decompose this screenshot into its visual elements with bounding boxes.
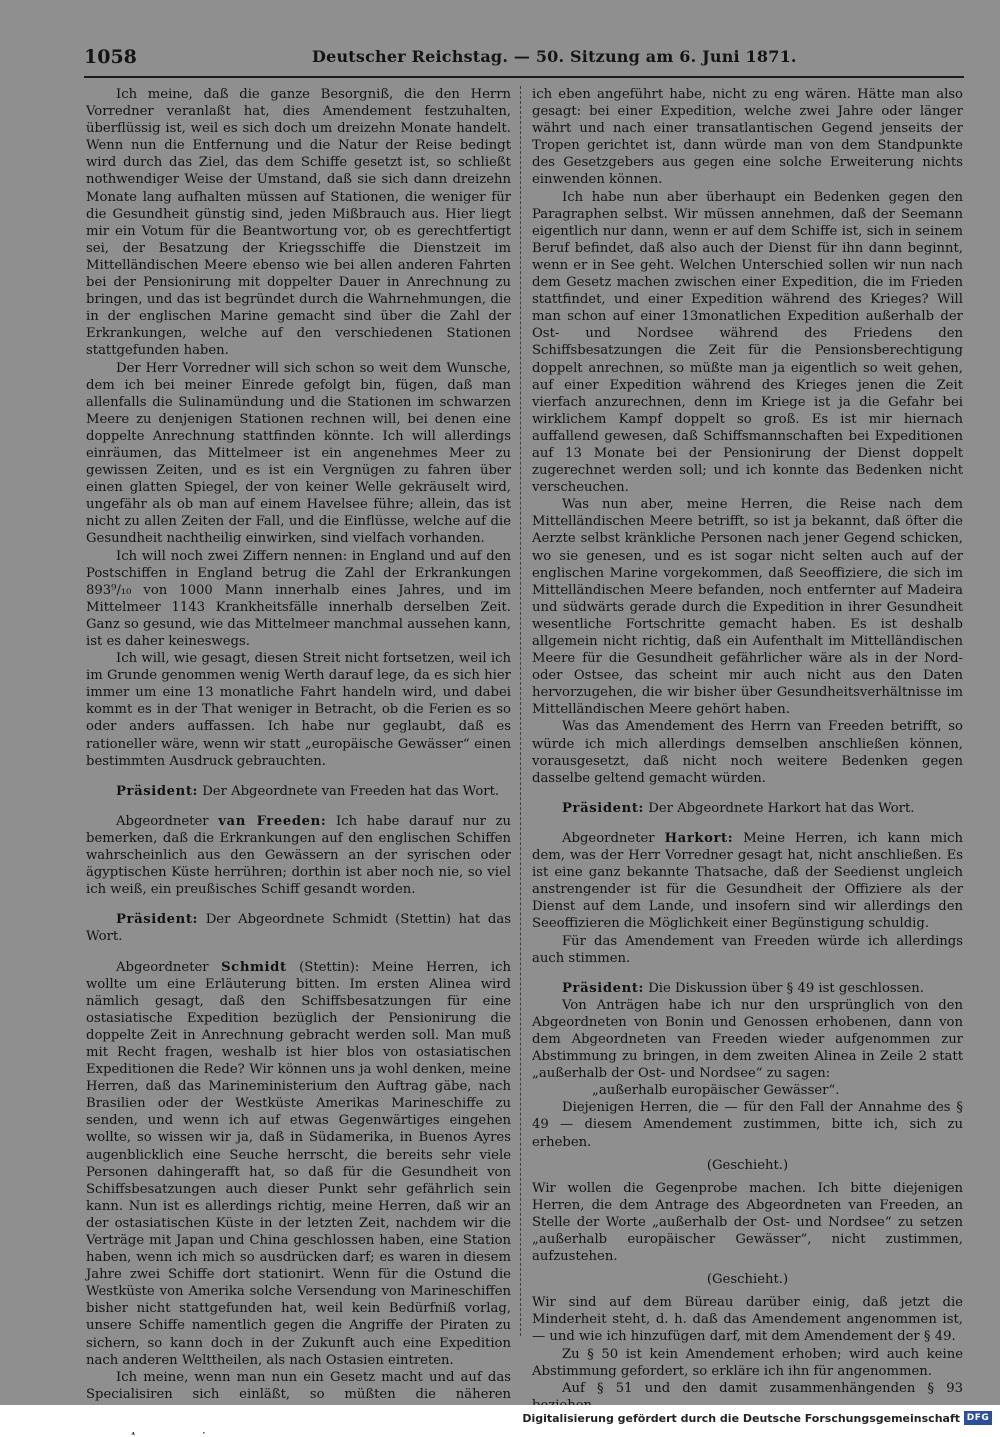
page-number: 1058 — [84, 46, 137, 68]
speaker-name: Präsident: — [562, 800, 645, 816]
paragraph: Für das Amendement van Freeden würde ich allerdings auch stimmen. — [532, 933, 963, 966]
paragraph: Ich habe nun aber überhaupt ein Bedenken gegen den Paragraphen selbst. Wir müssen annehmen, daß der Seemann eigentlich nur dann, wenn er auf dem Schiffe ist, sich in seinem Beruf befindet, daß also auch der Dienst für ihn dann beginnt, wenn er in See geht. Welchen Unterschied sollen wir nun nach dem Gesetz machen zwischen einer Expedition, die im Frieden stattfindet, und einer Expedition während des Krieges? Will man schon auf einer 13monatlichen Expedition außerhalb der Ost- und Nordsee während des Friedens den Schiffsbesatzungen die Zeit für die Pensionsberechtigung doppelt anrechnen, so müßte man ja eigentlich so weit gehen, auf einer Expedition während des Krieges jenen die Zeit vierfach anzurechnen, denn im Kriege ist ja die Gefahr bei wirklichem Kampf doppelt so groß. Es ist mir hiernach auffallend gewesen, daß Schiffsmannschaften bei Expeditionen auf 13 Monate bei der Pensionirung der Dienst doppelt zugerechnet werden soll; und ich konnte das Bedenken nicht verscheuchen. — [532, 189, 963, 496]
paragraph: Von Anträgen habe ich nur den ursprünglich von den Abgeordneten von Bonin und Genossen erhobenen, dann von dem Abgeordneten van Freeden wieder aufgenommen zur Abstimmung zu bringen, in dem zweiten Alinea in Zeile 2 statt „außerhalb der Ost- und Nordsee“ zu sagen: — [532, 997, 963, 1082]
paragraph: Ich will noch zwei Ziffern nennen: in England und auf den Postschiffen in England betrug die Zahl der Erkrankungen 893⁹/₁₀ von 1000 Mann innerhalb eines Jahres, und im Mittelmeer 1143 Krankheitsfälle innerhalb derselben Zeit. Ganz so gesund, wie das Mittelmeer manchmal aussehen kann, ist es daher keineswegs. — [86, 548, 511, 649]
speaker-paragraph — [86, 813, 511, 898]
page-header — [84, 46, 964, 70]
paragraph: Ich will, wie gesagt, diesen Streit nicht fortsetzen, weil ich im Grunde genommen wenig Werth darauf lege, da es sich hier immer um eine 13 monatliche Fahrt handeln wird, und dabei kommt es in der That weniger in Betracht, ob die Ferien es so oder anders auffassen. Ich habe nur geglaubt, daß es rationeller wäre, wenn wir statt „europäische Gewässer“ einen bestimmten Ausdruck gebrauchten. — [86, 651, 511, 769]
speech-text: Meine Herren, ich kann mich dem, was der Herr Vorredner gesagt hat, nicht anschließen. Es ist eine ganz bekannte Thatsache, daß der Seedienst ungleich anstrengender ist für die Gesundheit der Offiziere als der Dienst auf dem Lande, und insofern sind wir allerdings den Seeoffizieren die Möglichkeit einer Begünstigung schuldig. — [532, 830, 963, 932]
speaker-name: Präsident: — [562, 980, 645, 996]
footer-bar — [0, 1405, 1000, 1432]
speech-text: Der Abgeordnete Harkort hat das Wort. — [644, 800, 915, 816]
header-rule — [84, 76, 964, 78]
paragraph: Was das Amendement des Herrn van Freeden betrifft, so würde ich mich allerdings demselben anschließen können, vorausgesetzt, daß nicht noch weitere Bedenken gegen dasselbe geltend gemacht würden. — [532, 719, 963, 786]
speaker-name: Schmidt — [221, 959, 287, 975]
paragraph: Wir sind auf dem Büreau darüber einig, daß jetzt die Minderheit steht, d. h. daß das Amendement angenommen ist, — und wie ich hinzufügen darf, mit dem Amendement der § 49. — [532, 1295, 963, 1345]
speaker-paragraph — [86, 911, 511, 945]
speech-text: Ich habe darauf nur zu bemerken, daß die Erkrankungen auf den englischen Schiffen wahrscheinlich aus den Gewässern an der syrischen oder ägyptischen Küste herrühren; dorthin ist aber noch nie, so viel ich weiß, ein preußisches Schiff gesandt worden. — [86, 813, 512, 898]
speaker-paragraph — [532, 980, 963, 997]
quoted-text: „außerhalb europäischer Gewässer“. — [592, 1083, 840, 1099]
speech-text: Die Diskussion über § 49 ist geschlossen. — [644, 980, 924, 996]
speaker-paragraph — [532, 830, 963, 933]
speech-text: Der Abgeordnete Schmidt (Stettin) hat das Wort. — [86, 912, 511, 945]
paragraph: Der Herr Vorredner will sich schon so weit dem Wunsche, dem ich bei meiner Einrede gefolgt bin, fügen, daß man allenfalls die Sulinamündung und die Stationen im schwarzen Meere zu denjenigen Stationen rechnen will, bei denen eine doppelte Anrechnung stattfinden könnte. Ich will allerdings einräumen, das Mittelmeer ist ein angenehmes Meer zu gewissen Zeiten, und es ist ein Vergnügen zu fahren über einen glatten Spiegel, der von keiner Welle gekräuselt wird, ungefähr als ob man auf einem Havelsee führe; allein, das ist nicht zu allen Zeiten der Fall, und die Einflüsse, welche auf die Gesundheit nachtheilig einwirken, sind vielfach vorhanden. — [86, 360, 511, 547]
paragraph: ich eben angeführt habe, nicht zu eng wären. Hätte man also gesagt: bei einer Expedition, welche zwei Jahre oder länger währt und nach einer transatlantischen Gegend jenseits der Tropen gerichtet ist, dann würde man von dem Standpunkte des Gesetzgebers aus gegen eine solche Erweiterung nichts einwenden können. — [532, 87, 963, 188]
speaker-paragraph — [532, 800, 963, 817]
speaker-prefix: Abgeordneter — [116, 813, 219, 829]
speaker-name: Präsident: — [116, 783, 199, 799]
speaker-paragraph — [86, 783, 511, 800]
footer-credit: Digitalisierung gefördert durch die Deutsche Forschungsgemeinschaft — [522, 1412, 960, 1425]
speech-text: (Stettin): Meine Herren, ich wollte um eine Erläuterung bitten. Im ersten Alinea wird nämlich gesagt, daß den Schiffsbesatzungen für eine ostasiatische Expedition bezüglich der Pensionirung die doppelte Zeit in Anrechnung gebracht werden soll. Man muß mit Recht fragen, weshalb ist hier blos von ostasiatischen Expeditionen die Rede? Wir können uns ja wohl denken, meine Herren, daß das Marineministerium den Auftrag gäbe, nach Brasilien oder der Westküste Amerikas Marineschiffe zu senden, und wenn ich auf etwas Gegenwärtiges eingehen wollte, so wissen wir ja, daß in Südamerika, in Buenos Ayres augenblicklich eine Seuche herrscht, die bereits sehr viele Personen dahingerafft hat, so daß für die Gesundheit von Schiffsbesatzungen auch dieser Punkt sehr gefährlich sein kann. Nun ist es allerdings richtig, meine Herren, daß wir an der ostasiatischen Küste in der letzten Zeit, nachdem wir die Verträge mit Japan und China geschlossen haben, eine Station haben, wenn ich mich so ausdrücken darf; es waren in diesem Jahre zwei Schiffe dort stationirt. Wenn für die Ostund die Westküste von Amerika solche Versendung von Marineschiffen bisher nicht stattgefunden hat, weil kein Bedürfniß vorlag, unsere Schiffe namentlich gegen die Angriffe der Piraten zu sichern, so kann doch in der Zukunft auch eine Expedition nach anderen Welttheilen, als nach Ostasien eintreten. — [86, 959, 511, 1368]
paragraph: Zu § 50 ist kein Amendement erhoben; wird auch keine Abstimmung gefordert, so erkläre ich ihn für angenommen. — [532, 1346, 963, 1379]
stage-direction: (Geschieht.) — [706, 1272, 789, 1288]
speaker-name: Harkort: — [664, 830, 734, 846]
speaker-prefix: Abgeordneter — [562, 830, 665, 846]
speaker-paragraph — [86, 959, 511, 1369]
speaker-prefix: Abgeordneter — [116, 959, 222, 975]
left-column — [86, 86, 511, 1437]
paragraph: Diejenigen Herren, die — für den Fall der Annahme des § 49 — diesem Amendement zustimmen, bitte ich, sich zu erheben. — [532, 1100, 963, 1150]
speaker-name: van Freeden: — [218, 813, 327, 829]
paragraph: Ich meine, wenn man nun ein Gesetz macht und auf das Specialisiren sich einläßt, so müßten die näheren — [86, 1369, 511, 1402]
paragraph: Wir wollen die Gegenprobe machen. Ich bitte diejenigen Herren, die dem Antrage des Abgeordneten van Freeden, an Stelle der Worte „außerhalb der Ost- und Nordsee“ zu setzen „außerhalb europäischer Gewässer“, nicht zustimmen, aufzustehen. — [532, 1180, 963, 1265]
right-column — [532, 86, 963, 1414]
paragraph: Was nun aber, meine Herren, die Reise nach dem Mittelländischen Meere betrifft, so ist ja bekannt, daß öfter die Aerzte selbst kränkliche Personen nach jener Gegend schicken, wo sie genesen, und es ist sogar nicht selten auch auf der englischen Marine vorgekommen, daß Seeoffiziere, die sich im Mittelländischen Meere befanden, noch entfernter auf Madeira und südwärts gerade durch die Expedition in ihrer Gesundheit wesentliche Fortschritte gemacht haben. Es ist deshalb allgemein nicht richtig, daß ein Aufenthalt im Mittelländischen Meere für die Gesundheit gefährlicher wäre als in der Nord- oder Ostsee, das scheint mir auch nicht aus den Daten hervorzugehen, die wir bisher über Gesundheitsverhältnisse im Mittelländischen Meere gehört haben. — [532, 497, 963, 718]
speech-text: Der Abgeordnete van Freeden hat das Wort. — [198, 783, 500, 799]
stage-direction: (Geschieht.) — [706, 1157, 789, 1173]
speaker-name: Präsident: — [116, 912, 199, 928]
dfg-logo: DFG — [964, 1411, 992, 1425]
column-divider — [520, 86, 522, 1336]
paragraph: Auf § 51 und den damit zusammenhängenden § 93 — [562, 1380, 963, 1396]
paragraph: Ich meine, daß die ganze Besorgniß, die den Herrn Vorredner veranlaßt hat, dies Amendement festzuhalten, überflüssig ist, weil es sich doch um dreizehn Monate handelt. Wenn nun die Entfernung und die Natur der Reise bedingt wird durch das Ziel, das dem Schiffe gesetzt ist, so schließt nothwendiger Weise der Umstand, daß sie sich dann dreizehn Monate lang aufhalten müssen auf Stationen, die weniger für die Gesundheit günstig sind, jeden Mißbrauch aus. Hier liegt mir ein Votum für die Beantwortung vor, ob es gerechtfertigt sei, der Besatzung der Kriegsschiffe die Dienstzeit im Mittelländischen Meere ebenso wie bei allen anderen Fahrten bei der Pensionirung mit doppelter Dauer in Anrechnung zu bringen, und das ist begründet durch die Wahrnehmungen, die in der englischen Marine gemacht sind über die Zahl der Erkrankungen, welche auf den verschiedenen Stationen stattgefunden haben. — [86, 87, 511, 359]
running-title: Deutscher Reichstag. — 50. Sitzung am 6. Juni 1871. — [312, 47, 797, 66]
